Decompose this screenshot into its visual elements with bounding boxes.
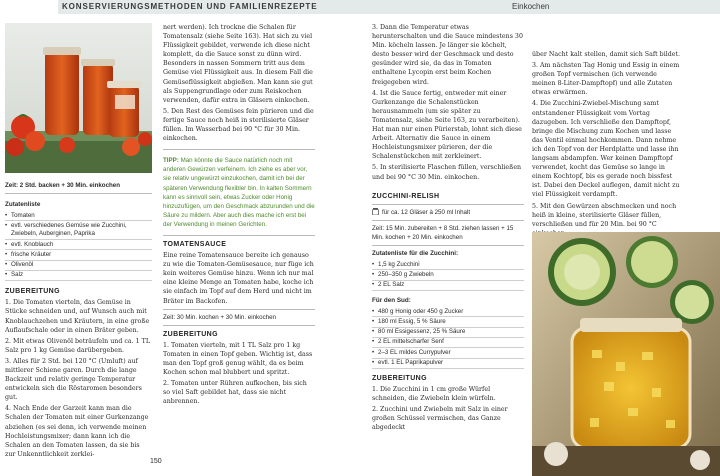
preparation-heading: ZUBEREITUNG — [372, 374, 427, 382]
page-number: 150 — [150, 458, 162, 465]
paragraph: nert werden). Ich trockne die Schalen für Tomatensalz (siehe Seite 163). Hat sich zu viel Flüssigkeit gebildet, verwende ich diese nicht komplett, da die Sauce sonst zu dünn wird. Besonders in nassen Sommern tritt aus dem Gemüse viel Flüssigkeit aus. In diesem Fall die Gemüseflüssigkeit abgießen. Man kann sie gut als Suppengrundlage oder zum Reiskochen verwenden, dafür extra in Gläsern einkochen. — [163, 24, 313, 104]
column-4 — [532, 50, 682, 240]
paragraph: über Nacht kalt stellen, damit sich Saft bildet. — [532, 51, 681, 58]
paragraph: 1. Die Tomaten vierteln, das Gemüse in Stücke schneiden und, auf Wunsch auch mit Knoblauchzehen und Kräutern, in eine große Auflaufschale oder in einen Bräter geben. — [5, 299, 150, 334]
list-item: • evtl. Knoblauch — [5, 240, 152, 250]
list-item: • 180 ml Essig, 5 % Säure — [372, 317, 524, 327]
list-item: • evtl. 1 EL Paprikapulver — [372, 359, 524, 369]
list-item: • Salz — [5, 271, 152, 281]
paragraph: 2. Mit etwas Olivenöl beträufeln und ca. 1 TL Salz pro 1 kg Gemüse darübergeben. — [5, 337, 151, 354]
list-item: • 480 g Honig oder 450 g Zucker — [372, 307, 524, 317]
zucchini-relish-photo — [532, 232, 720, 476]
relish-heading: ZUCCHINI-RELISH — [372, 192, 440, 200]
sud-title: Für den Sud: — [372, 296, 411, 304]
paragraph: 3. Alles für 2 Std. bei 120 °C (Umluft) auf mittlerer Schiene garen. Durch die lange Backzeit und relativ geringe Temperatur entwickeln sich die Röstaromen besonders gut. — [5, 357, 142, 402]
relish-time: Zeit: 15 Min. zubereiten + 8 Std. ziehen lassen + 15 Min. kochen + 20 Min. einkochen — [372, 224, 514, 241]
paragraph: 4. Ist die Sauce fertig, entweder mit einer Gurkenzange die Schalenstücken herausnammeln (um sie später zu Tomatensalz, siehe Seite 163, zu verarbeiten). Hat man nur einen Pürierstab, lohnt sich diese Arbeit. Alternativ die Sauce in einem Hochleistungsmixer pürieren, der die Schalenstückchen mit zerkleinert. — [372, 89, 522, 161]
zucchini-ingredients-title: Zutatenliste für die Zucchini: — [372, 249, 459, 257]
list-item: • Tomaten — [5, 211, 152, 221]
paragraph: 3. Dann die Temperatur etwas herunterschalten und die Sauce mindestens 30 Min. köcheln lassen. Je länger sie köchelt, desto besser wird der Geschmack und desto gesünder wird sie, da das in Tomaten enthaltene Lycopin erst beim Kochen freigegeben wird. — [372, 24, 523, 86]
list-item: • evtl. verschiedenes Gemüse wie Zucchini, Zwiebeln, Auberginen, Paprika — [5, 221, 152, 240]
sauce-heading: TOMATENSAUCE — [163, 240, 227, 248]
running-header-right: Einkochen — [364, 0, 720, 14]
paragraph: 5. Mit den Gewürzen abschmecken und noch heiß in kleine, sterilisierte Gläser füllen, verschließen und für 20 Min. bei 90 °C — [532, 202, 677, 228]
preparation-heading: ZUBEREITUNG — [163, 330, 218, 338]
list-item: • 2 EL Salz — [372, 281, 524, 291]
tip-box — [163, 156, 315, 229]
yield-text: für ca. 12 Gläser à 250 ml Inhalt — [382, 208, 471, 216]
paragraph: 4. Die Zucchini-Zwiebel-Mischung samt entstandener Flüssigkeit vom Vortag dazugeben. Ich verschließe den Dampftopf, bringe die Mischung zum Kochen und lasse das Ventil einmal hochkommen. Dann nehme ich den Topf von der Herdplatte und lasse ihn langsam abdampfen. Wer keinen Dampftopf verwendet, kocht das Gemüse so lange in einem Kochtopf, bis es gerade noch bissfest ist. Dabei den Deckel auflegen, damit nicht zu viel Flüssigkeit verdampft. — [532, 100, 680, 199]
sud-list — [372, 307, 524, 369]
list-item: • frische Kräuter — [5, 250, 152, 260]
sauce-time: Zeit: 30 Min. kochen + 30 Min. einkochen — [163, 313, 276, 321]
paragraph: 5. In sterilisierte Flaschen füllen, verschließen und bei 90 °C 30 Min. einkochen. — [372, 164, 522, 181]
tomato-sauce-jars-photo — [5, 23, 152, 173]
paragraph: 2. Zucchini und Zwiebeln mit Salz in einer großen Schüssel vermischen, das Ganze abgedeckt — [372, 406, 508, 432]
preparation-heading: ZUBEREITUNG — [5, 288, 60, 296]
paragraph: 4. Nach Ende der Garzeit kann man die Schalen der Tomaten mit einer Gurkenzange abziehen (es sei denn, ich verwende meinen Hochleistungsmixer; dann kann ich die Schalen an den Tomaten lassen, da sie bis zur Unkenntlichkeit zerklei- — [5, 405, 149, 458]
paragraph: 1. Tomaten vierteln, mit 1 TL Salz pro 1 kg Tomaten in einen Topf geben. Wichtig ist, dass man den Topf groß genug wählt, da es beim Kochen schon mal blubbert und spritzt. — [163, 341, 313, 377]
zucchini-list — [372, 260, 524, 291]
running-header-left: KONSERVIERUNGSMETHODEN UND FAMILIENREZEPTE — [58, 0, 364, 14]
list-item: • 2–3 EL mildes Currypulver — [372, 348, 524, 358]
yield — [372, 208, 524, 217]
paragraph: 5. Den Rest des Gemüses fein pürieren und die fertige Sauce noch heiß in sterilisierte Gläser füllen. Im Wasserbad bei 90 °C für 30 Min. einkochen. — [163, 107, 314, 143]
list-item: • 250–350 g Zwiebeln — [372, 270, 524, 280]
tip-label: TIPP: — [163, 157, 179, 165]
list-item: • 1,5 kg Zucchini — [372, 260, 524, 270]
ingredients-title: Zutatenliste — [5, 201, 41, 209]
column-3 — [372, 23, 524, 434]
paragraph: 2. Tomaten unter Rühren aufkochen, bis sich so viel Saft gebildet hat, dass sie nicht anbrennen. — [163, 380, 307, 406]
tip-text: Man könnte die Sauce natürlich noch mit anderen Gewürzen verfeinern. Ich ziehe es aber vor, sie relativ ungewürzt einzukochen, damit ich bei der späteren Verwendung flexibler bin. In kalten Sommern kann es sinnvoll sein, etwas Zucker oder Honig hinzuzufügen, um den Geschmack abzurunden und die Säure zu mildern. Aber auch dies mache ich erst bei der Verwendung in meinen Gerichten. — [163, 157, 315, 228]
recipe-time: Zeit: 2 Std. backen + 30 Min. einkochen — [5, 182, 121, 189]
list-item: • 80 ml Essigessenz, 25 % Säure — [372, 328, 524, 338]
ingredients-list — [5, 211, 152, 281]
column-1 — [5, 181, 152, 461]
jar-icon — [372, 208, 379, 215]
column-2 — [163, 23, 315, 408]
paragraph: Eine reine Tomatensauce bereite ich genauso zu wie die Tomaten-Gemüsesauce, nur füge ich kein weiteres Gemüse hinzu. Wenn ich nur mal eine kleine Menge an Tomaten habe, koche ich sie einfach im Topf auf dem Herd und nicht im Bräter im Backofen. — [163, 252, 314, 305]
list-item: • 2 EL mittelscharfer Senf — [372, 338, 524, 348]
list-item: • Olivenöl — [5, 261, 152, 271]
paragraph: 1. Die Zucchini in 1 cm große Würfel schneiden, die Zwiebeln klein würfeln. — [372, 385, 496, 403]
paragraph: 3. Am nächsten Tag Honig und Essig in einem großen Topf vermischen (ich verwende meinen 8-Liter-Dampftopf) und alle Zutaten etwas erwärmen. — [532, 62, 680, 97]
